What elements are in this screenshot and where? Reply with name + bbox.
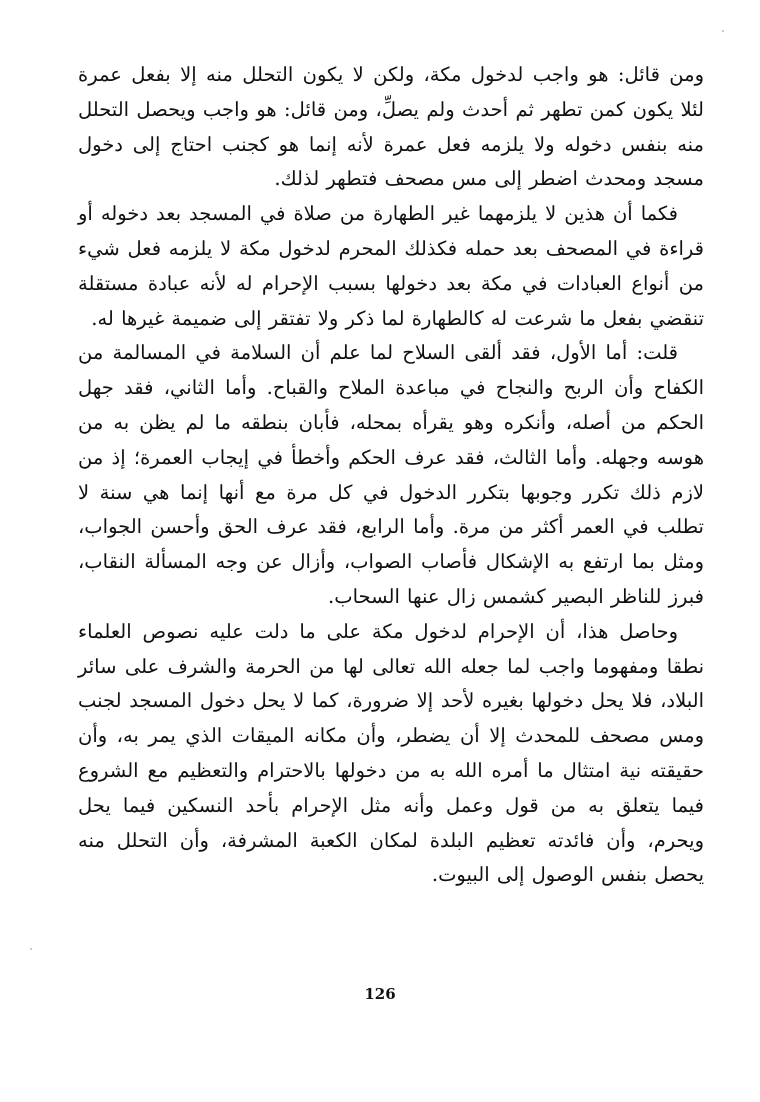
page-number: 126 (364, 985, 396, 1003)
scan-speck (30, 948, 32, 950)
body-text (78, 58, 704, 893)
paragraph-4: وحاصل هذا، أن الإحرام لدخول مكة على ما دلت عليه نصوص العلماء نطقا ومفهوما واجب لما جعله الله تعالى لها من الحرمة والشرف على سائر البلاد، فلا يحل دخولها بغيره لأحد إلا ضرورة، كما لا يحل دخول المسجد لجنب ومس مصحف للمحدث إلا أن يضطر، وأن مكانه الميقات الذي يمر به، وأن حقيقته نية امتثال ما أمره الله به من دخولها بالاحترام والتعظيم مع الشروع فيما يتعلق به من قول وعمل وأنه مثل الإحرام بأحد النسكين فيما يحل ويحرم، وأن فائدته تعظيم البلدة لمكان الكعبة المشرفة، وأن التحلل منه يحصل بنفس الوصول إلى البيوت. (78, 619, 704, 887)
paragraph-2: فكما أن هذين لا يلزمهما غير الطهارة من صلاة في المسجد بعد دخوله أو قراءة في المصحف بعد حمله فكذلك المحرم لدخول مكة لا يلزمه فعل شيء من أنواع العبادات في مكة بعد دخولها بسبب الإحرام له لأنه عبادة مستقلة تنقضي بفعل ما شرعت له كالطهارة لما ذكر ولا تفتقر إلى ضميمة غيرها له. (78, 202, 704, 330)
paragraph-3: قلت: أما الأول، فقد ألقى السلاح لما علم أن السلامة في المسالمة من الكفاح وأن الربح والنجاح في مباعدة الملاح والقباح. وأما الثاني، فقد جهل الحكم من أصله، وأنكره وهو يقرأه بمحله، فأبان بنطقه ما لم يظن به من هوسه وجهله. وأما الثالث، فقد عرف الحكم وأخطأ في إيجاب العمرة؛ إذ من لازم ذلك تكرر وجوبها بتكرر الدخول في كل مرة مع أنها إنما هي سنة لا تطلب في العمر أكثر من مرة. وأما الرابع، فقد عرف الحق وأحسن الجواب، ومثل بما ارتفع به الإشكال فأصاب الصواب، وأزال عن وجه المسألة النقاب، فبرز للناظر البصير كشمس زال عنها السحاب. (78, 341, 704, 608)
scan-speck (722, 30, 724, 32)
paragraph-1: ومن قائل: هو واجب لدخول مكة، ولكن لا يكون التحلل منه إلا بفعل عمرة لئلا يكون كمن تطهر ثم أحدث ولم يصلِّ، ومن قائل: هو واجب ويحصل التحلل منه بنفس دخوله ولا يلزمه فعل عمرة لأنه إنما هو كجنب احتاج إلى دخول مسجد ومحدث اضطر إلى مس مصحف فتطهر لذلك. (78, 63, 704, 191)
